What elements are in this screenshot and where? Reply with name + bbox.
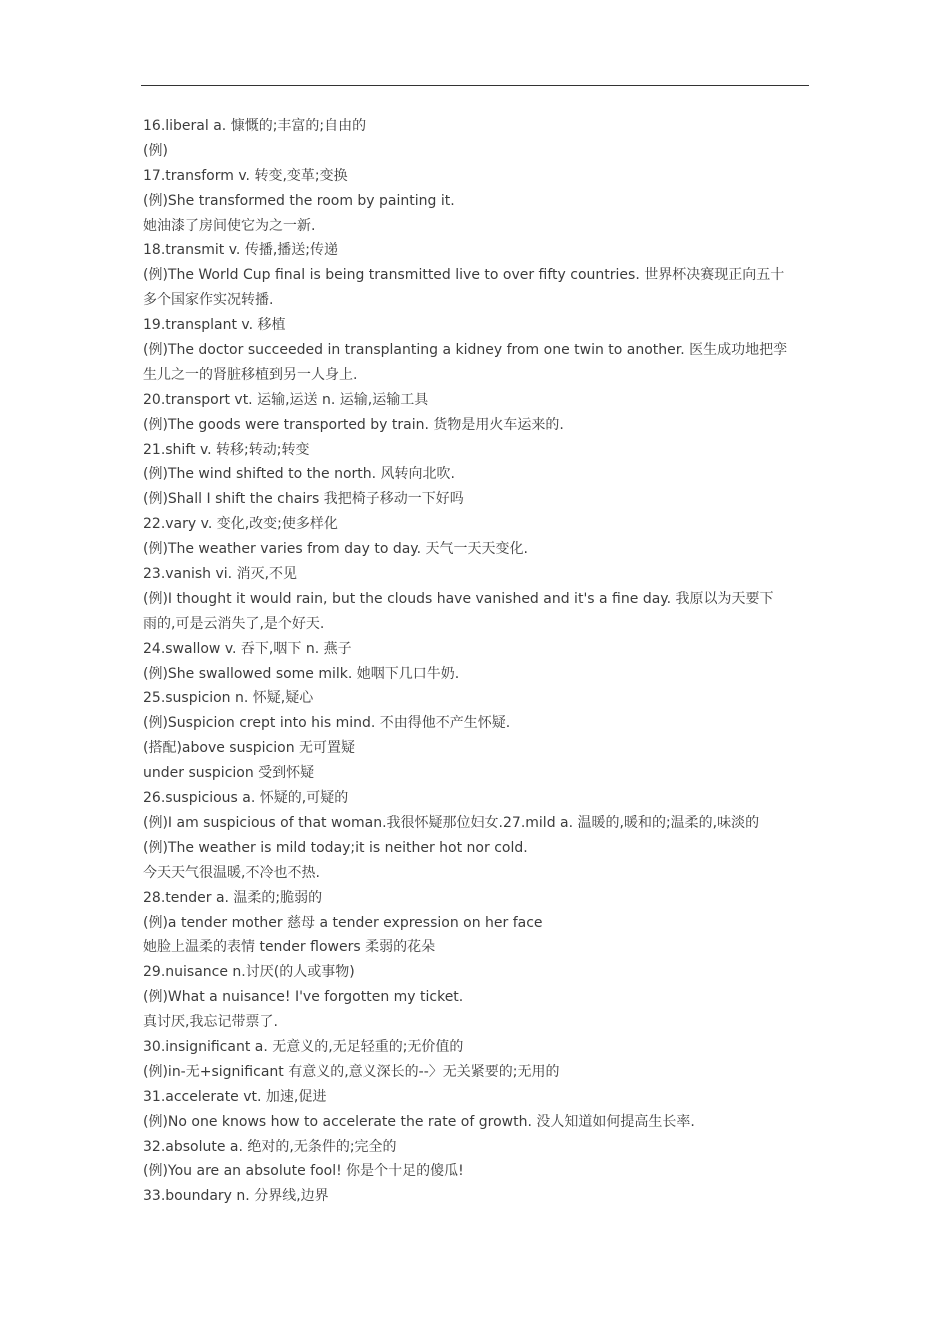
text-line: (例)The weather varies from day to day. 天气一天天变化.	[143, 541, 528, 558]
text-line: 多个国家作实况转播.	[143, 292, 274, 309]
text-line: (例)She swallowed some milk. 她咽下几口牛奶.	[143, 665, 460, 682]
text-line: 生儿之一的肾脏移植到另一人身上.	[143, 366, 358, 383]
text-line: (例)I thought it would rain, but the clouds have vanished and it's a fine day. 我原以为天要下	[143, 590, 774, 607]
text-line: 26.suspicious a. 怀疑的,可疑的	[143, 790, 349, 807]
text-line: (例)	[143, 142, 168, 159]
text-line: (例)What a nuisance! I've forgotten my ticket.	[143, 989, 464, 1006]
text-line: (例)The wind shifted to the north. 风转向北吹.	[143, 466, 455, 483]
text-line: under suspicion 受到怀疑	[143, 765, 315, 782]
text-line: (例)The weather is mild today;it is neither hot nor cold.	[143, 839, 528, 856]
text-line: 29.nuisance n.讨厌(的人或事物)	[143, 964, 355, 981]
text-line: 今天天气很温暖,不冷也不热.	[143, 864, 320, 881]
text-line: (例)You are an absolute fool! 你是个十足的傻瓜!	[143, 1163, 464, 1180]
text-line: (例)I am suspicious of that woman.我很怀疑那位妇女.27.mild a. 温暖的,暖和的;温柔的,味淡的	[143, 814, 760, 831]
text-line: (例)The World Cup final is being transmitted live to over fifty countries. 世界杯决赛现正向五十	[143, 267, 785, 284]
text-line: (例)Suspicion crept into his mind. 不由得他不产生怀疑.	[143, 715, 511, 732]
text-line: (例)Shall I shift the chairs 我把椅子移动一下好吗	[143, 491, 464, 508]
text-line: (例)She transformed the room by painting it.	[143, 192, 455, 209]
text-line: 30.insignificant a. 无意义的,无足轻重的;无价值的	[143, 1038, 464, 1055]
text-line: 21.shift v. 转移;转动;转变	[143, 441, 310, 458]
text-line: 28.tender a. 温柔的;脆弱的	[143, 889, 323, 906]
text-line: 20.transport vt. 运输,运送 n. 运输,运输工具	[143, 391, 429, 408]
text-line: (例)a tender mother 慈母 a tender expression on her face	[143, 914, 543, 931]
text-line: 25.suspicion n. 怀疑,疑心	[143, 690, 314, 707]
header-rule	[141, 85, 809, 86]
text-line: (例)in-无+significant 有意义的,意义深长的--〉无关紧要的;无用的	[143, 1063, 560, 1080]
text-line: 雨的,可是云消失了,是个好天.	[143, 615, 325, 632]
text-line: 32.absolute a. 绝对的,无条件的;完全的	[143, 1138, 397, 1155]
text-line: (例)The goods were transported by train. 货物是用火车运来的.	[143, 416, 564, 433]
text-line: (搭配)above suspicion 无可置疑	[143, 740, 356, 757]
text-line: 24.swallow v. 吞下,咽下 n. 燕子	[143, 640, 352, 657]
text-line: (例)The doctor succeeded in transplanting a kidney from one twin to another. 医生成功地把孪	[143, 342, 788, 359]
text-line: 31.accelerate vt. 加速,促进	[143, 1088, 327, 1105]
text-line: 19.transplant v. 移植	[143, 317, 286, 334]
text-line: 17.transform v. 转变,变革;变换	[143, 167, 348, 184]
text-line: 她脸上温柔的表情 tender flowers 柔弱的花朵	[143, 939, 436, 956]
text-line: 33.boundary n. 分界线,边界	[143, 1188, 329, 1205]
text-line: 18.transmit v. 传播,播送;传递	[143, 242, 338, 259]
text-line: 她油漆了房间使它为之一新.	[143, 217, 316, 234]
text-line: 16.liberal a. 慷慨的;丰富的;自由的	[143, 118, 367, 134]
text-line: (例)No one knows how to accelerate the rate of growth. 没人知道如何提高生长率.	[143, 1113, 695, 1130]
text-line: 真讨厌,我忘记带票了.	[143, 1014, 278, 1031]
text-line: 22.vary v. 变化,改变;使多样化	[143, 516, 338, 533]
vocabulary-list	[143, 114, 813, 1209]
text-line: 23.vanish vi. 消灭,不见	[143, 566, 298, 583]
